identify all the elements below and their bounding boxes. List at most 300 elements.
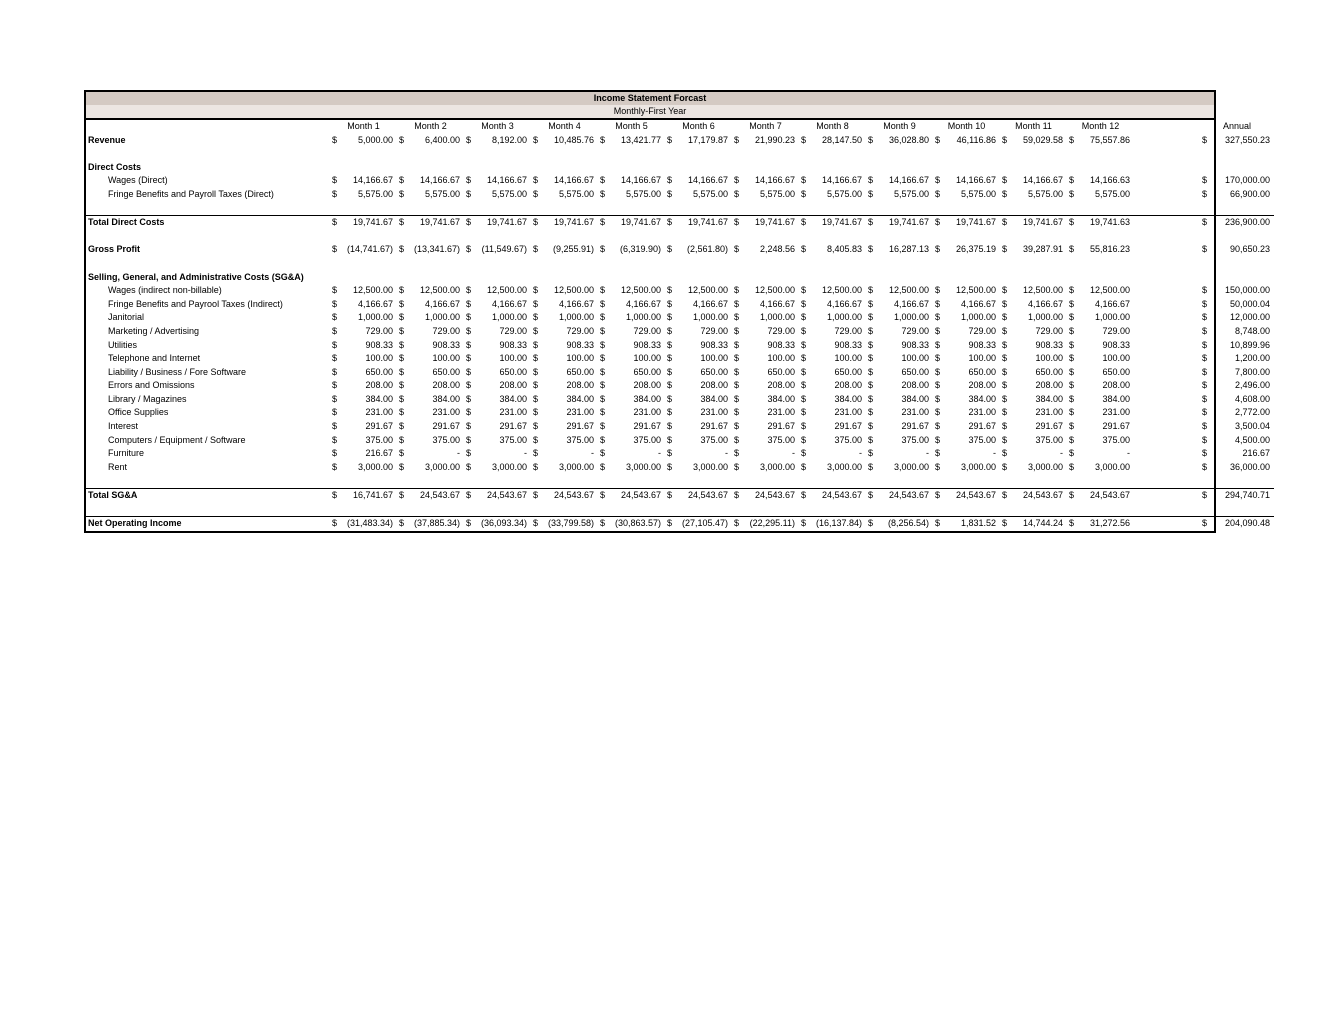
spacer-cell <box>1134 216 1200 230</box>
currency-symbol: $ <box>734 285 740 296</box>
amount-cell: 1,000.00 <box>625 312 661 323</box>
amount-cell: 729.00 <box>365 325 393 336</box>
currency-symbol: $ <box>399 380 405 391</box>
sheet-title: Income Statement Forcast <box>86 92 1214 105</box>
amount-cell: 8,192.00 <box>491 134 527 145</box>
spacer-cell <box>1134 461 1200 475</box>
currency-symbol: $ <box>399 407 405 418</box>
currency-symbol: $ <box>1069 285 1075 296</box>
amount-cell: 24,543.67 <box>609 489 665 503</box>
amount-cell: 291.67 <box>499 421 527 432</box>
amount-cell: 12,500.00 <box>1022 285 1064 296</box>
currency-symbol: $ <box>799 489 810 503</box>
currency-symbol: $ <box>1202 134 1208 145</box>
amount-cell: 384.00 <box>633 393 661 404</box>
currency-symbol: $ <box>466 244 472 255</box>
amount-cell: - <box>859 448 862 459</box>
spacer-cell <box>1134 379 1200 393</box>
currency-symbol: $ <box>1002 380 1008 391</box>
currency-symbol: $ <box>801 448 807 459</box>
spacer-cell <box>1134 325 1200 339</box>
blank-row <box>86 230 1274 244</box>
amount-cell: 4,166.67 <box>960 298 996 309</box>
row-label: Wages (indirect non-billable) <box>108 285 222 296</box>
amount-cell: 5,575.00 <box>692 188 728 199</box>
currency-symbol: $ <box>1069 434 1075 445</box>
amount-cell: - <box>457 448 460 459</box>
currency-symbol: $ <box>332 244 338 255</box>
amount-cell: 231.00 <box>566 407 594 418</box>
amount-cell: 3,000.00 <box>491 461 527 472</box>
currency-symbol: $ <box>1069 380 1075 391</box>
amount-cell: 5,575.00 <box>960 188 996 199</box>
amount-cell: 208.00 <box>968 380 996 391</box>
currency-symbol: $ <box>1002 339 1008 350</box>
currency-symbol: $ <box>801 434 807 445</box>
column-header-month: Month 3 <box>481 121 514 131</box>
currency-symbol: $ <box>531 216 542 230</box>
currency-symbol: $ <box>1002 366 1008 377</box>
currency-symbol: $ <box>399 393 405 404</box>
currency-symbol: $ <box>667 393 673 404</box>
currency-symbol: $ <box>399 175 405 186</box>
row-label: Computers / Equipment / Software <box>108 434 246 445</box>
total-row <box>86 134 1274 148</box>
row-label: Utilities <box>108 339 138 350</box>
currency-symbol: $ <box>332 325 338 336</box>
currency-symbol: $ <box>1202 188 1208 199</box>
amount-cell: 375.00 <box>700 434 728 445</box>
column-header-annual: Annual <box>1223 121 1252 131</box>
currency-symbol: $ <box>732 216 743 230</box>
amount-cell: 908.33 <box>365 339 393 350</box>
currency-symbol: $ <box>933 216 944 230</box>
currency-symbol: $ <box>868 380 874 391</box>
amount-cell: 14,166.67 <box>419 175 460 186</box>
currency-symbol: $ <box>399 339 405 350</box>
amount-cell: (37,885.34) <box>408 517 464 531</box>
amount-cell: (36,093.34) <box>475 517 531 531</box>
currency-symbol: $ <box>935 393 941 404</box>
currency-symbol: $ <box>600 312 606 323</box>
row-label: Wages (Direct) <box>108 175 168 186</box>
currency-symbol: $ <box>801 407 807 418</box>
column-header-month: Month 9 <box>883 121 916 131</box>
currency-symbol: $ <box>935 339 941 350</box>
amount-cell: 231.00 <box>1035 407 1064 418</box>
amount-cell: 384.00 <box>834 393 862 404</box>
amount-cell: - <box>725 448 728 459</box>
row-label: Total SG&A <box>86 489 330 503</box>
amount-cell: 75,557.86 <box>1089 134 1131 145</box>
currency-symbol: $ <box>868 134 874 145</box>
currency-symbol: $ <box>399 434 405 445</box>
currency-symbol: $ <box>933 489 944 503</box>
amount-cell: 650.00 <box>901 366 929 377</box>
currency-symbol: $ <box>1069 461 1075 472</box>
currency-symbol: $ <box>399 285 405 296</box>
currency-symbol: $ <box>868 434 874 445</box>
amount-cell: 231.00 <box>968 407 996 418</box>
amount-cell: 1,000.00 <box>1027 312 1064 323</box>
amount-cell: 19,741.67 <box>743 216 799 230</box>
annual-amount-cell: 4,500.00 <box>1234 434 1271 445</box>
currency-symbol: $ <box>734 434 740 445</box>
currency-symbol: $ <box>397 517 408 531</box>
amount-cell: 208.00 <box>700 380 728 391</box>
annual-amount-cell: 4,608.00 <box>1234 393 1271 404</box>
currency-symbol: $ <box>332 421 338 432</box>
amount-cell: 375.00 <box>365 434 393 445</box>
column-header-spacer <box>1134 120 1200 134</box>
amount-cell: (27,105.47) <box>676 517 732 531</box>
amount-cell: 375.00 <box>432 434 460 445</box>
amount-cell: 31,272.56 <box>1078 517 1134 531</box>
amount-cell: - <box>1127 448 1131 459</box>
amount-cell: 4,166.67 <box>424 298 460 309</box>
amount-cell: 14,166.67 <box>888 175 929 186</box>
currency-symbol: $ <box>868 285 874 296</box>
currency-symbol: $ <box>1069 366 1075 377</box>
amount-cell: 24,543.67 <box>475 489 531 503</box>
amount-cell: 10,485.76 <box>553 134 594 145</box>
currency-symbol: $ <box>1202 339 1208 350</box>
currency-symbol: $ <box>1002 312 1008 323</box>
currency-symbol: $ <box>935 421 941 432</box>
currency-symbol: $ <box>667 353 673 364</box>
amount-cell: 24,543.67 <box>944 489 1000 503</box>
amount-cell: 24,543.67 <box>877 489 933 503</box>
currency-symbol: $ <box>868 461 874 472</box>
amount-cell: 291.67 <box>432 421 460 432</box>
currency-symbol: $ <box>533 353 539 364</box>
currency-symbol: $ <box>464 216 475 230</box>
currency-symbol: $ <box>667 188 673 199</box>
spacer-cell <box>1134 174 1200 188</box>
currency-symbol: $ <box>1069 353 1075 364</box>
amount-cell: 208.00 <box>767 380 795 391</box>
currency-symbol: $ <box>533 298 539 309</box>
sheet-subtitle: Monthly-First Year <box>86 105 1214 120</box>
amount-cell: 4,166.67 <box>357 298 393 309</box>
currency-symbol: $ <box>868 339 874 350</box>
currency-symbol: $ <box>533 325 539 336</box>
amount-cell: 19,741.67 <box>341 216 397 230</box>
currency-symbol: $ <box>600 407 606 418</box>
amount-cell: 14,166.67 <box>821 175 862 186</box>
amount-cell: 650.00 <box>1102 366 1131 377</box>
amount-cell: 14,166.67 <box>352 175 393 186</box>
amount-cell: 650.00 <box>365 366 393 377</box>
amount-cell: 208.00 <box>1102 380 1131 391</box>
currency-symbol: $ <box>600 461 606 472</box>
income-statement-sheet <box>84 90 1271 533</box>
amount-cell: (22,295.11) <box>743 517 799 531</box>
currency-symbol: $ <box>1069 312 1075 323</box>
amount-cell: 24,543.67 <box>542 489 598 503</box>
currency-symbol: $ <box>466 393 472 404</box>
amount-cell: 2,248.56 <box>759 244 795 255</box>
amount-cell: 1,000.00 <box>692 312 728 323</box>
currency-symbol: $ <box>1202 461 1208 472</box>
amount-cell: 729.00 <box>700 325 728 336</box>
row-label: Library / Magazines <box>108 393 187 404</box>
amount-cell: 26,375.19 <box>955 244 996 255</box>
amount-cell: 375.00 <box>566 434 594 445</box>
amount-cell: 100.00 <box>1035 353 1064 364</box>
currency-symbol: $ <box>1069 407 1075 418</box>
currency-symbol: $ <box>667 421 673 432</box>
row-label: Net Operating Income <box>86 517 330 531</box>
amount-cell: 729.00 <box>499 325 527 336</box>
currency-symbol: $ <box>464 517 475 531</box>
blank-cell <box>86 147 1274 161</box>
amount-cell: 384.00 <box>432 393 460 404</box>
amount-cell: 19,741.67 <box>542 216 598 230</box>
amount-cell: - <box>524 448 527 459</box>
spacer-cell <box>1134 311 1200 325</box>
row-label: Gross Profit <box>88 244 141 255</box>
amount-cell: 6,400.00 <box>424 134 460 145</box>
amount-cell: 59,029.58 <box>1022 134 1064 145</box>
amount-cell: 384.00 <box>566 393 594 404</box>
currency-symbol: $ <box>399 298 405 309</box>
currency-symbol: $ <box>665 489 676 503</box>
amount-cell: 908.33 <box>499 339 527 350</box>
amount-cell: 19,741.67 <box>944 216 1000 230</box>
amount-cell: 5,575.00 <box>625 188 661 199</box>
amount-cell: 208.00 <box>566 380 594 391</box>
amount-cell: 208.00 <box>1035 380 1064 391</box>
currency-symbol: $ <box>801 285 807 296</box>
currency-symbol: $ <box>332 393 338 404</box>
currency-symbol: $ <box>332 339 338 350</box>
amount-cell: 3,000.00 <box>960 461 996 472</box>
currency-symbol: $ <box>866 216 877 230</box>
currency-symbol: $ <box>1069 244 1075 255</box>
amount-cell: 908.33 <box>1035 339 1064 350</box>
amount-cell: 208.00 <box>432 380 460 391</box>
currency-symbol: $ <box>799 216 810 230</box>
spacer-cell <box>1134 517 1200 531</box>
amount-cell: 19,741.67 <box>810 216 866 230</box>
amount-cell: 100.00 <box>566 353 594 364</box>
currency-symbol: $ <box>332 175 338 186</box>
amount-cell: 24,543.67 <box>1078 489 1134 503</box>
amount-cell: 3,000.00 <box>357 461 393 472</box>
currency-symbol: $ <box>868 421 874 432</box>
currency-symbol: $ <box>734 312 740 323</box>
blank-cell <box>86 257 1274 271</box>
currency-symbol: $ <box>399 421 405 432</box>
amount-cell: 100.00 <box>834 353 862 364</box>
currency-symbol: $ <box>1069 325 1075 336</box>
line-item-row <box>86 447 1274 461</box>
amount-cell: 375.00 <box>968 434 996 445</box>
amount-cell: 24,543.67 <box>676 489 732 503</box>
amount-cell: 908.33 <box>834 339 862 350</box>
amount-cell: 375.00 <box>767 434 795 445</box>
currency-symbol: $ <box>466 325 472 336</box>
total-row <box>86 243 1274 257</box>
amount-cell: 3,000.00 <box>424 461 460 472</box>
currency-symbol: $ <box>868 448 874 459</box>
amount-cell: - <box>1060 448 1064 459</box>
currency-symbol: $ <box>330 489 341 503</box>
currency-symbol: $ <box>1069 134 1075 145</box>
currency-symbol: $ <box>332 366 338 377</box>
currency-symbol: $ <box>732 517 743 531</box>
amount-cell: 375.00 <box>633 434 661 445</box>
amount-cell: 650.00 <box>834 366 862 377</box>
amount-cell: 375.00 <box>901 434 929 445</box>
currency-symbol: $ <box>466 407 472 418</box>
amount-cell: - <box>926 448 929 459</box>
amount-cell: 908.33 <box>1102 339 1131 350</box>
currency-symbol: $ <box>533 366 539 377</box>
currency-symbol: $ <box>1002 134 1008 145</box>
total-row <box>86 517 1274 531</box>
amount-cell: 3,000.00 <box>558 461 594 472</box>
amount-cell: 231.00 <box>901 407 929 418</box>
currency-symbol: $ <box>935 407 941 418</box>
amount-cell: 12,500.00 <box>955 285 996 296</box>
currency-symbol: $ <box>332 312 338 323</box>
currency-symbol: $ <box>734 244 740 255</box>
column-header-month: Month 8 <box>816 121 849 131</box>
section-header-label: Selling, General, and Administrative Costs (SG&A) <box>88 271 304 282</box>
currency-symbol: $ <box>399 188 405 199</box>
amount-cell: 19,741.67 <box>676 216 732 230</box>
currency-symbol: $ <box>734 421 740 432</box>
annual-amount-cell: 50,000.04 <box>1229 298 1271 309</box>
currency-symbol: $ <box>935 285 941 296</box>
amount-cell: 14,166.63 <box>1089 175 1131 186</box>
currency-symbol: $ <box>799 517 810 531</box>
amount-cell: 4,166.67 <box>558 298 594 309</box>
line-item-row <box>86 352 1274 366</box>
amount-cell: 5,575.00 <box>491 188 527 199</box>
currency-symbol: $ <box>935 175 941 186</box>
amount-cell: 19,741.67 <box>475 216 531 230</box>
currency-symbol: $ <box>1202 366 1208 377</box>
amount-cell: 208.00 <box>499 380 527 391</box>
currency-symbol: $ <box>600 366 606 377</box>
column-header-month: Month 6 <box>682 121 715 131</box>
line-item-row <box>86 188 1274 202</box>
currency-symbol: $ <box>801 175 807 186</box>
amount-cell: (30,863.57) <box>609 517 665 531</box>
amount-cell: 650.00 <box>633 366 661 377</box>
currency-symbol: $ <box>801 134 807 145</box>
amount-cell: 100.00 <box>767 353 795 364</box>
currency-symbol: $ <box>801 244 807 255</box>
amount-cell: 21,990.23 <box>754 134 795 145</box>
amount-cell: (31,483.34) <box>341 517 397 531</box>
currency-symbol: $ <box>399 325 405 336</box>
amount-cell: 14,166.67 <box>620 175 661 186</box>
amount-cell: 908.33 <box>901 339 929 350</box>
currency-symbol: $ <box>1202 175 1208 186</box>
spacer-cell <box>1134 406 1200 420</box>
spacer-cell <box>1134 393 1200 407</box>
amount-cell: 12,500.00 <box>1089 285 1131 296</box>
amount-cell: 375.00 <box>499 434 527 445</box>
currency-symbol: $ <box>734 175 740 186</box>
amount-cell: 12,500.00 <box>888 285 929 296</box>
currency-symbol: $ <box>1002 244 1008 255</box>
currency-symbol: $ <box>1069 339 1075 350</box>
currency-symbol: $ <box>667 134 673 145</box>
amount-cell: 55,816.23 <box>1089 244 1131 255</box>
currency-symbol: $ <box>734 298 740 309</box>
currency-symbol: $ <box>1002 325 1008 336</box>
amount-cell: 208.00 <box>834 380 862 391</box>
currency-symbol: $ <box>600 175 606 186</box>
currency-symbol: $ <box>332 434 338 445</box>
amount-cell: 12,500.00 <box>553 285 594 296</box>
currency-symbol: $ <box>1000 489 1011 503</box>
currency-symbol: $ <box>935 134 941 145</box>
currency-symbol: $ <box>734 448 740 459</box>
currency-symbol: $ <box>866 489 877 503</box>
amount-cell: 5,575.00 <box>893 188 929 199</box>
currency-symbol: $ <box>466 134 472 145</box>
currency-symbol: $ <box>397 216 408 230</box>
amount-cell: 291.67 <box>365 421 393 432</box>
row-label: Total Direct Costs <box>86 216 330 230</box>
currency-symbol: $ <box>935 380 941 391</box>
spacer-cell <box>1134 298 1200 312</box>
currency-symbol: $ <box>1202 312 1208 323</box>
row-label: Janitorial <box>108 312 145 323</box>
currency-symbol: $ <box>600 325 606 336</box>
column-header-month: Month 1 <box>347 121 380 131</box>
currency-symbol: $ <box>801 421 807 432</box>
annual-amount-cell: 327,550.23 <box>1224 134 1271 145</box>
amount-cell: 291.67 <box>1035 421 1064 432</box>
amount-cell: 100.00 <box>432 353 460 364</box>
amount-cell: 650.00 <box>767 366 795 377</box>
currency-symbol: $ <box>332 407 338 418</box>
amount-cell: 1,000.00 <box>1094 312 1131 323</box>
column-header-row <box>86 120 1274 134</box>
currency-symbol: $ <box>533 188 539 199</box>
currency-symbol: $ <box>734 407 740 418</box>
currency-symbol: $ <box>1002 461 1008 472</box>
currency-symbol: $ <box>600 421 606 432</box>
currency-symbol: $ <box>1202 421 1208 432</box>
currency-symbol: $ <box>868 353 874 364</box>
section-header-label: Direct Costs <box>88 161 142 172</box>
spacer-cell <box>1134 188 1200 202</box>
amount-cell: 3,000.00 <box>893 461 929 472</box>
currency-symbol: $ <box>734 461 740 472</box>
currency-symbol: $ <box>868 244 874 255</box>
currency-symbol: $ <box>667 325 673 336</box>
currency-symbol: $ <box>464 489 475 503</box>
currency-symbol: $ <box>399 448 405 459</box>
currency-symbol: $ <box>598 517 609 531</box>
amount-cell: 650.00 <box>499 366 527 377</box>
amount-cell: 375.00 <box>1035 434 1064 445</box>
currency-symbol: $ <box>935 448 941 459</box>
amount-cell: 24,543.67 <box>810 489 866 503</box>
amount-cell: 12,500.00 <box>419 285 460 296</box>
currency-symbol: $ <box>1202 434 1208 445</box>
spacer-cell <box>1134 366 1200 380</box>
currency-symbol: $ <box>1002 353 1008 364</box>
